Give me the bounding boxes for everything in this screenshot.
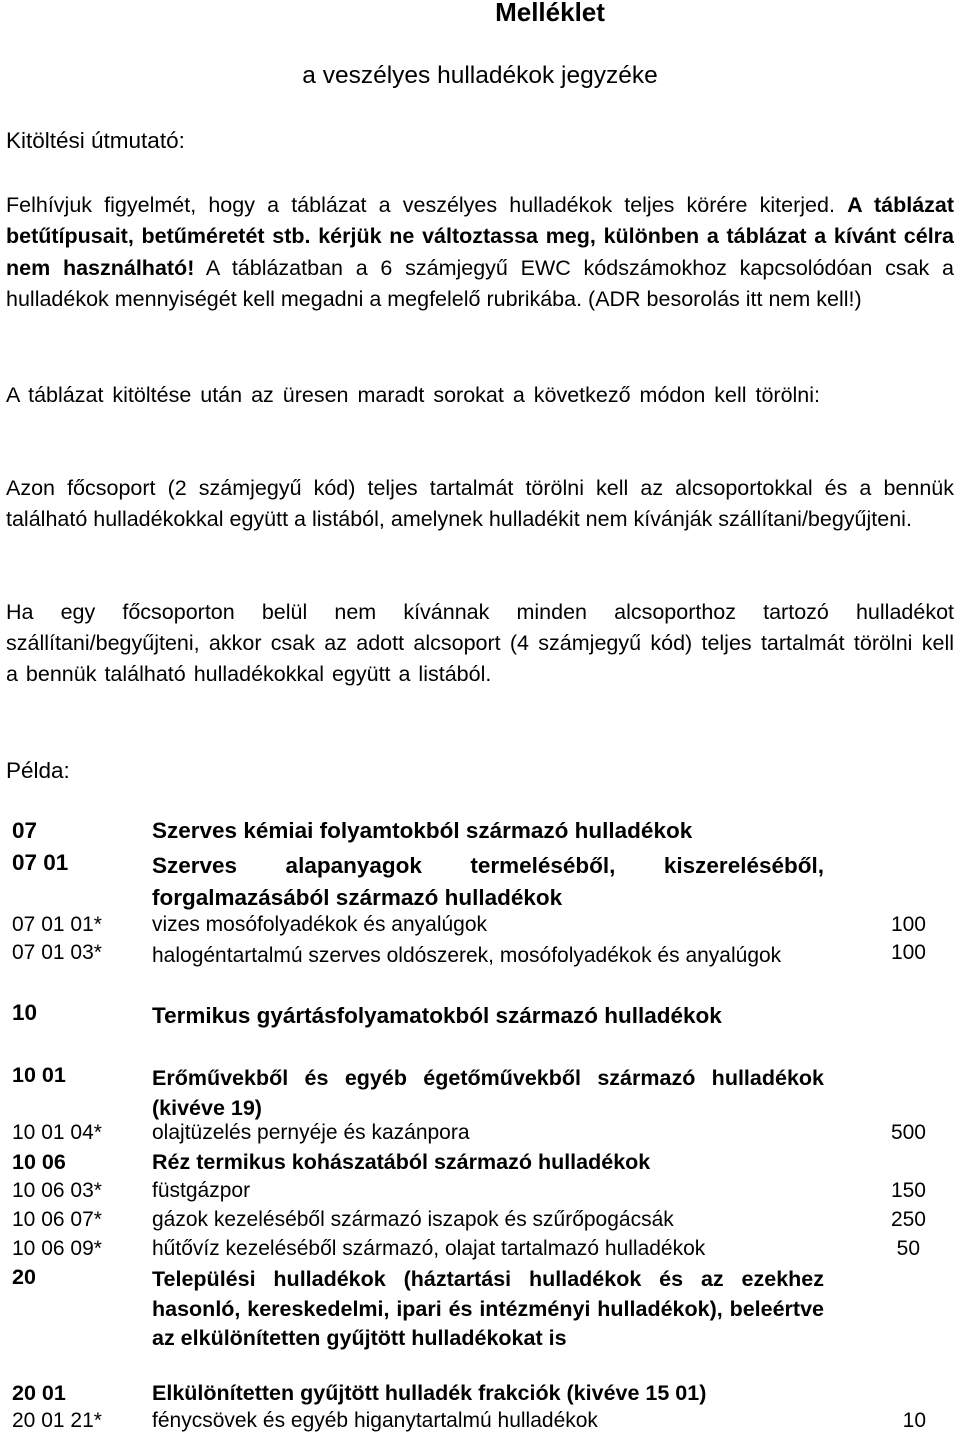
waste-code: 10 01 — [12, 1063, 66, 1087]
waste-description: Erőművekből és egyéb égetőművekből származó hulladékok (kivéve 19) — [152, 1066, 824, 1120]
waste-description: Szerves kémiai folyamtokból származó hulladékok — [152, 818, 693, 843]
waste-description: Települési hulladékok (háztartási hulladékok és az ezekhez hasonló, kereskedelmi, ipari és intézményi hulladékok), beleértve az elkülönítetten gyűjtött hulladékokat is — [152, 1267, 824, 1350]
guide-label: Kitöltési útmutató: — [6, 128, 185, 153]
paragraph1-bold-warning: A táblázat betűtípusait, betűméretét stb. kérjük ne változtassa meg, különben a táblázat a kívánt célra nem használható! — [6, 193, 955, 280]
page-title: Melléklet — [495, 0, 605, 27]
waste-code: 20 01 21* — [12, 1409, 102, 1432]
waste-description: Szerves alapanyagok termeléséből, kiszereléséből, forgalmazásából származó hulladékok — [152, 853, 824, 910]
paragraph1-text-b: A táblázatban a 6 számjegyű EWC kódszámokhoz kapcsolódóan csak a hulladékok mennyiségét kell megadni a megfelelő rubrikába. (ADR besorolás itt nem kell!) — [6, 255, 954, 311]
waste-code: 10 06 07* — [12, 1208, 102, 1231]
waste-description: Elkülönítetten gyűjtött hulladék frakciók (kivéve 15 01) — [152, 1381, 707, 1405]
waste-quantity: 100 — [890, 941, 926, 964]
waste-code: 20 01 — [12, 1381, 66, 1405]
waste-code: 10 — [12, 1000, 38, 1025]
waste-code: 10 06 09* — [12, 1237, 102, 1260]
instruction-paragraph-1 — [6, 190, 954, 315]
waste-quantity: 50 — [896, 1237, 920, 1260]
waste-quantity: 150 — [890, 1179, 926, 1202]
waste-description: Termikus gyártásfolyamatokból származó hulladékok — [152, 1003, 722, 1028]
waste-description: olajtüzelés pernyéje és kazánpora — [152, 1121, 470, 1144]
instruction-paragraph-3: Azon főcsoport (2 számjegyű kód) teljes tartalmát törölni kell az alcsoportokkal és a bennük található hulladékokkal együtt a listából, amelynek hulladékit nem kívánják szállítani/begyűjteni. — [6, 476, 954, 531]
waste-quantity: 250 — [890, 1208, 926, 1231]
waste-code: 07 01 03* — [12, 941, 102, 964]
waste-description: vizes mosófolyadékok és anyalúgok — [152, 913, 488, 936]
waste-description: Réz termikus kohászatából származó hulladékok — [152, 1150, 651, 1174]
instruction-paragraph-4: Ha egy főcsoporton belül nem kívánnak minden alcsoporthoz tartozó hulladékot szállítani/begyűjteni, akkor csak az adott alcsoport (4 számjegyű kód) teljes tartalmát törölni kell a bennük található hulladékokkal együtt a listából. — [6, 600, 954, 686]
waste-code: 10 06 03* — [12, 1179, 102, 1202]
waste-description: fénycsövek és egyéb higanytartalmú hulladékok — [152, 1409, 598, 1432]
example-label: Példa: — [6, 758, 70, 783]
waste-code: 07 01 01* — [12, 913, 102, 936]
waste-quantity: 500 — [890, 1121, 926, 1144]
waste-description: gázok kezeléséből származó iszapok és szűrőpogácsák — [152, 1208, 674, 1231]
waste-quantity: 100 — [890, 913, 926, 936]
waste-description: halogéntartalmú szerves oldószerek, mosófolyadékok és anyalúgok — [152, 944, 782, 967]
waste-description: füstgázpor — [152, 1179, 251, 1202]
page-subtitle: a veszélyes hulladékok jegyzéke — [302, 62, 658, 89]
waste-code: 07 01 — [12, 850, 69, 875]
waste-code: 20 — [12, 1265, 36, 1289]
waste-quantity: 10 — [902, 1409, 926, 1432]
waste-code: 10 01 04* — [12, 1121, 102, 1144]
instruction-paragraph-2: A táblázat kitöltése után az üresen maradt sorokat a következő módon kell törölni: — [6, 383, 821, 407]
waste-description: hűtővíz kezeléséből származó, olajat tartalmazó hulladékok — [152, 1237, 706, 1260]
paragraph1-text-a: Felhívjuk figyelmét, hogy a táblázat a veszélyes hulladékok teljes körére kiterjed. — [6, 193, 835, 217]
waste-code: 10 06 — [12, 1150, 66, 1174]
waste-code: 07 — [12, 818, 38, 843]
